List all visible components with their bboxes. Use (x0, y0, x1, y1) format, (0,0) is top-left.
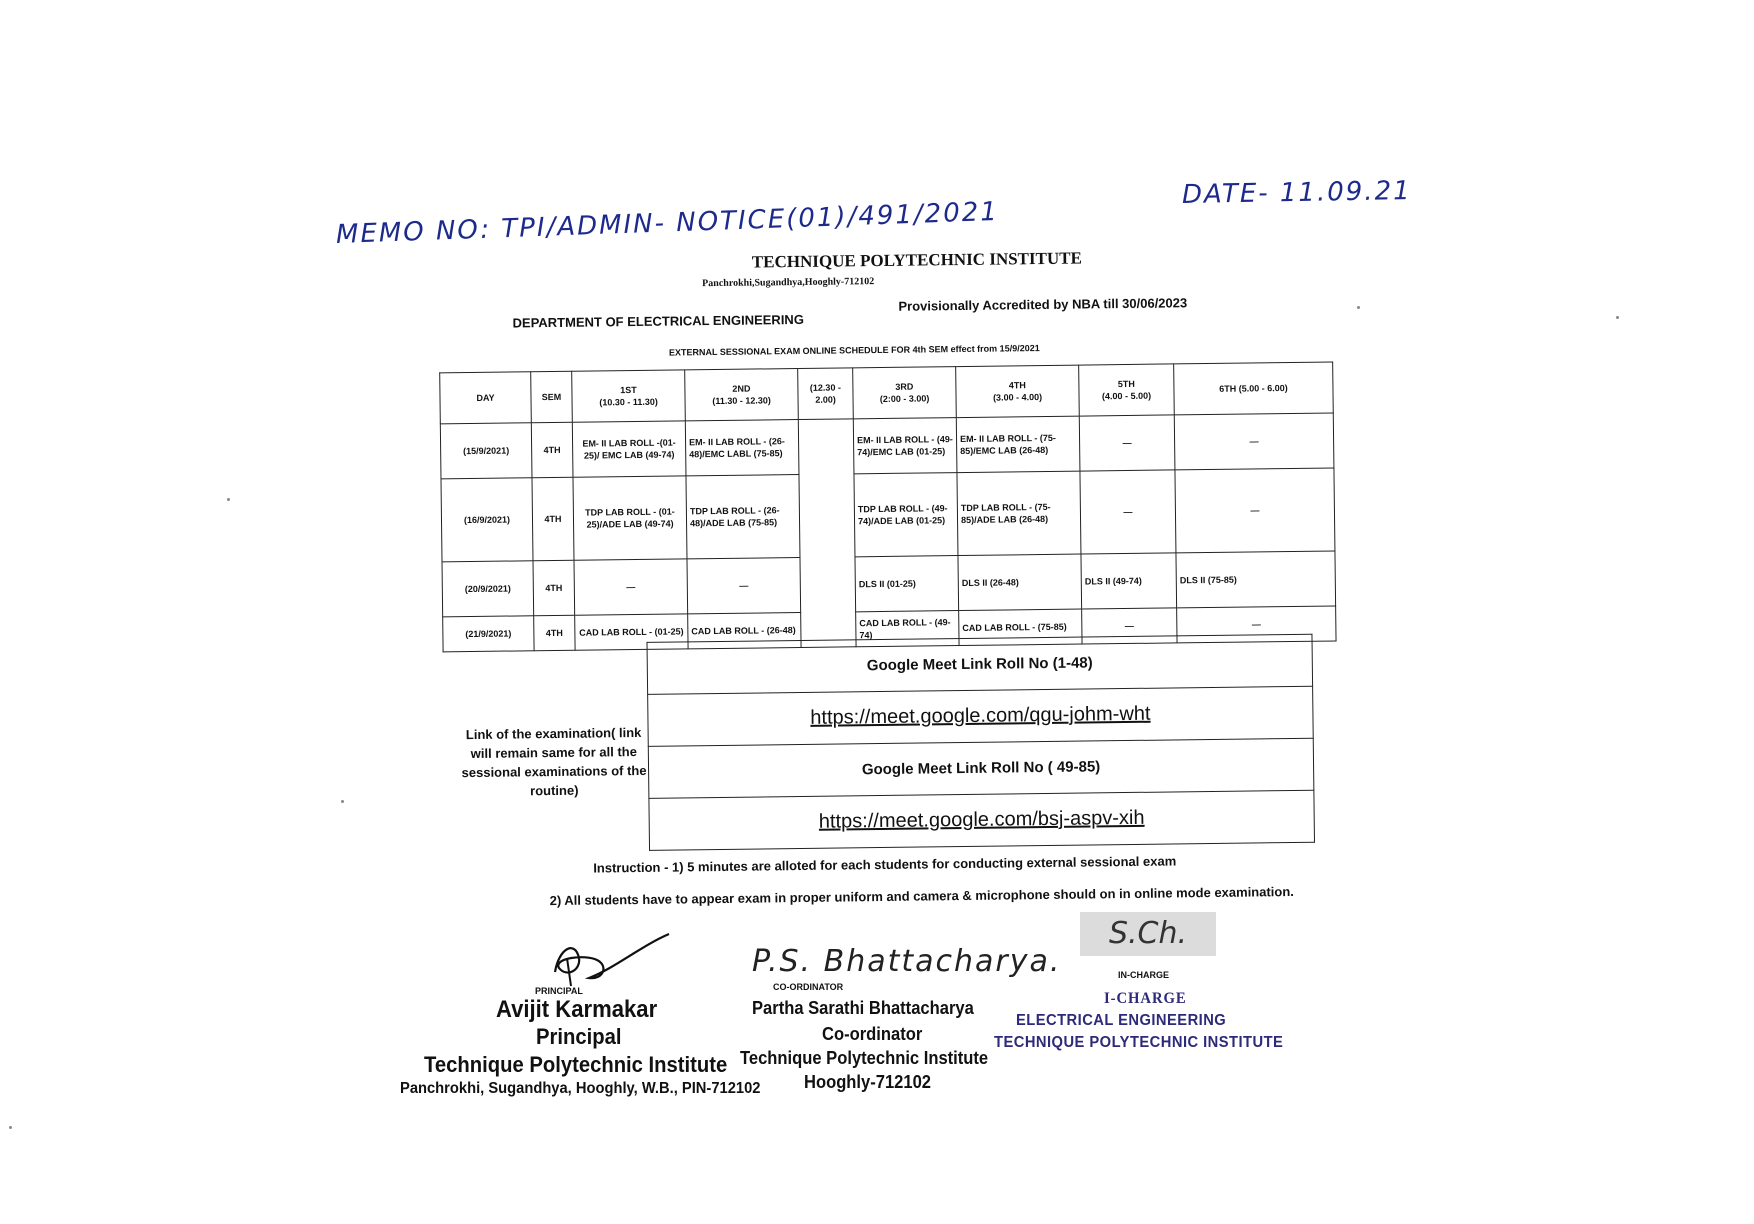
link-group-2-url[interactable]: https://meet.google.com/bsj-aspv-xih (649, 790, 1315, 850)
cell-period-5: — (1082, 608, 1177, 644)
header-period-5 (1079, 364, 1175, 416)
principal-role: PRINCIPAL (535, 986, 583, 996)
cell-day: (16/9/2021) (441, 478, 533, 562)
cell-period-4: EM- II LAB ROLL - (75-85)/EMC LAB (26-48) (956, 416, 1080, 472)
table-row (441, 468, 1335, 562)
cell-period-1: CAD LAB ROLL - (01-25) (575, 614, 688, 650)
header-period-1 (572, 370, 686, 422)
cell-period-4: TDP LAB ROLL - (75-85)/ADE LAB (26-48) (957, 471, 1081, 555)
header-period-5-time: (4.00 - 5.00) (1101, 390, 1152, 402)
coordinator-name: Partha Sarathi Bhattacharya (752, 998, 974, 1018)
cell-period-2: — (687, 557, 801, 613)
institute-address: Panchrokhi,Sugandhya,Hooghly-712102 (702, 276, 875, 290)
principal-signature (545, 928, 675, 993)
cell-period-5: — (1080, 470, 1176, 554)
principal-signature-scribble (545, 928, 675, 988)
cell-period-6: — (1174, 413, 1334, 470)
scan-speck (1616, 316, 1619, 319)
cell-day: (21/9/2021) (443, 616, 534, 652)
incharge-stamp-line-3: TECHNIQUE POLYTECHNIC INSTITUTE (994, 1034, 1284, 1051)
header-sem: SEM (531, 371, 573, 422)
header-period-6-time: (5.00 - 6.00) (1238, 382, 1288, 394)
meet-links-table (647, 634, 1316, 851)
department-title: DEPARTMENT OF ELECTRICAL ENGINEERING (512, 311, 804, 331)
cell-sem: 4TH (531, 422, 573, 477)
cell-period-6: — (1177, 606, 1336, 643)
header-break: (12.30 - 2.00) (798, 368, 854, 420)
link-group-1-url[interactable]: https://meet.google.com/qgu-johm-wht (648, 686, 1314, 746)
cell-day: (20/9/2021) (442, 561, 534, 617)
cell-period-4: CAD LAB ROLL - (75-85) (959, 609, 1082, 646)
coordinator-title: Co-ordinator (822, 1024, 923, 1044)
principal-title: Principal (536, 1024, 622, 1049)
header-period-2-label: 2ND (732, 383, 751, 394)
incharge-stamp-line-2: ELECTRICAL ENGINEERING (1016, 1012, 1227, 1029)
cell-period-1: — (574, 559, 688, 615)
scan-speck (9, 1126, 12, 1129)
incharge-role: IN-CHARGE (1118, 970, 1169, 980)
link-group-2-heading: Google Meet Link Roll No ( 49-85) (648, 738, 1314, 798)
header-period-3 (853, 367, 957, 419)
header-period-4-time: (3.00 - 4.00) (992, 392, 1043, 403)
cell-period-3: TDP LAB ROLL - (49-74)/ADE LAB (01-25) (854, 473, 958, 557)
coordinator-institute: Technique Polytechnic Institute (740, 1048, 989, 1068)
cell-sem: 4TH (534, 615, 575, 650)
header-period-3-time: (2:00 - 3.00) (879, 393, 930, 405)
incharge-signature: S.Ch. (1080, 912, 1216, 956)
cell-sem: 4TH (532, 477, 574, 560)
coordinator-signature: P.S. Bhattacharya. (752, 944, 1062, 979)
date: DATE- 11.09.21 (1181, 175, 1412, 211)
cell-period-5: — (1079, 415, 1175, 471)
principal-address: Panchrokhi, Sugandhya, Hooghly, W.B., PIN-712102 (400, 1080, 761, 1097)
header-day: DAY (440, 372, 532, 424)
scan-speck (227, 498, 230, 501)
cell-period-4: DLS II (26-48) (958, 554, 1082, 610)
header-period-6-label: 6TH (1219, 383, 1237, 394)
header-period-2 (685, 369, 799, 421)
coordinator-role: CO-ORDINATOR (773, 982, 844, 992)
header-period-1-label: 1ST (620, 384, 637, 396)
link-description: Link of the examination( link will remain same for all the sessional examinations of the routine) (461, 724, 647, 798)
coordinator-address: Hooghly-712102 (804, 1072, 932, 1092)
header-period-4 (956, 365, 1080, 417)
header-period-3-label: 3RD (895, 381, 914, 392)
header-period-4-label: 4TH (1008, 380, 1026, 391)
cell-period-6: — (1175, 468, 1335, 553)
scan-speck (1357, 306, 1360, 309)
break-column (798, 419, 856, 648)
header-period-2-time: (11.30 - 12.30) (712, 395, 771, 407)
link-group-1-heading: Google Meet Link Roll No (1-48) (647, 634, 1313, 694)
schedule-title: EXTERNAL SESSIONAL EXAM ONLINE SCHEDULE FOR 4th SEM effect from 15/9/2021 (668, 343, 1040, 358)
header-period-5-label: 5TH (1117, 378, 1135, 389)
cell-period-3: CAD LAB ROLL - (49-74) (856, 611, 959, 647)
cell-period-3: EM- II LAB ROLL - (49-74)/EMC LAB (01-25) (853, 418, 957, 474)
cell-day: (15/9/2021) (440, 423, 532, 479)
instruction-2: 2) All students have to appear exam in proper uniform and camera & microphone should on in online mode examination. (549, 883, 1294, 909)
cell-period-1: EM- II LAB ROLL -(01-25)/ EMC LAB (49-74) (572, 421, 686, 477)
cell-period-2: EM- II LAB ROLL - (26-48)/EMC LABL (75-85) (685, 420, 799, 476)
instruction-1: Instruction - 1) 5 minutes are alloted for each students for conducting external sessional exam (593, 853, 1177, 876)
cell-period-2: CAD LAB ROLL - (26-48) (688, 612, 801, 648)
principal-name: Avijit Karmakar (496, 996, 658, 1023)
cell-period-3: DLS II (01-25) (855, 556, 959, 612)
cell-period-1: TDP LAB ROLL - (01-25)/ADE LAB (49-74) (573, 476, 687, 560)
principal-institute: Technique Polytechnic Institute (424, 1052, 728, 1077)
header-period-6 (1174, 362, 1334, 415)
cell-period-6: DLS II (75-85) (1176, 551, 1336, 608)
cell-period-5: DLS II (49-74) (1081, 553, 1177, 609)
scan-speck (341, 800, 344, 803)
accreditation-note: Provisionally Accredited by NBA till 30/06/2023 (898, 295, 1188, 314)
institute-name: TECHNIQUE POLYTECHNIC INSTITUTE (751, 248, 1082, 272)
incharge-stamp-line-1: I-CHARGE (1104, 990, 1187, 1007)
memo-number: MEMO NO: TPI/ADMIN- NOTICE(01)/491/2021 (335, 196, 1000, 250)
header-period-1-time: (10.30 - 11.30) (599, 396, 658, 408)
cell-sem: 4TH (533, 560, 575, 615)
cell-period-2: TDP LAB ROLL - (26-48)/ADE LAB (75-85) (686, 475, 800, 559)
schedule-table (439, 361, 1336, 652)
